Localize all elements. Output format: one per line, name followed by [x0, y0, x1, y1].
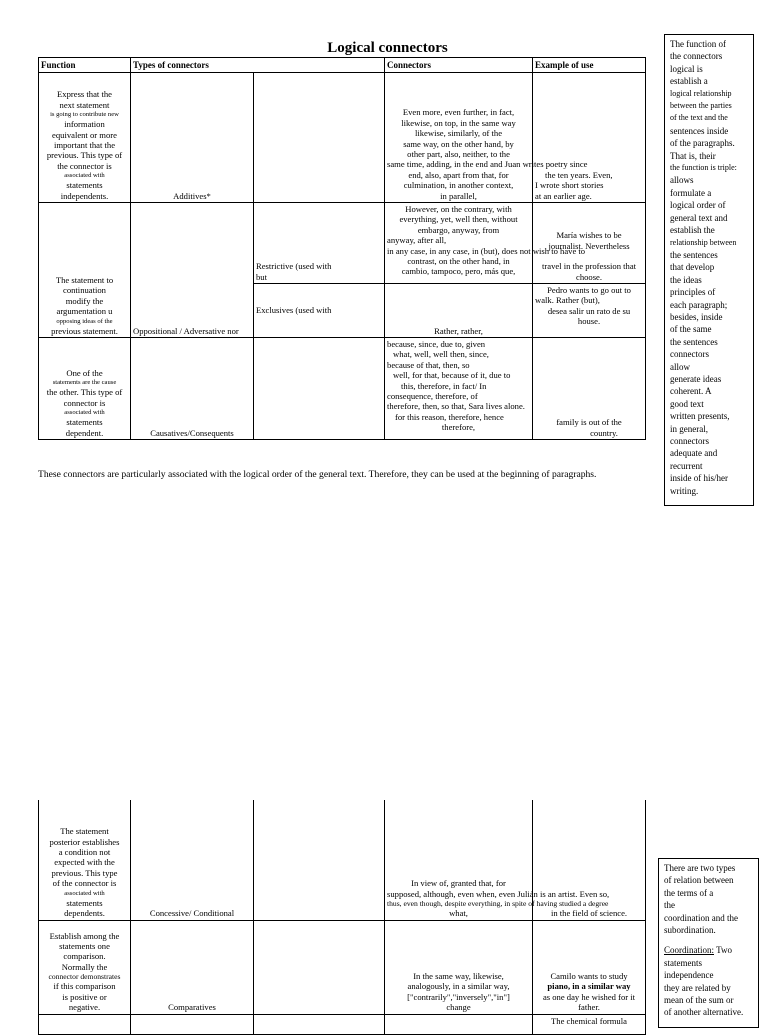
connectors-cell	[385, 1014, 533, 1034]
sidebar-line: formulate a	[670, 187, 712, 198]
header-function: Function	[39, 58, 131, 73]
table-row	[39, 800, 646, 920]
connectors-cell: However, on the contrary, with everything, yet, well then, without embargo, anyway, from anyway, after all, in any case, in any case, in (but), does not wish to have to contrast, on the other hand, in cambio, tampoco, pero, más que,	[385, 203, 533, 284]
sidebar-line: the sentences	[670, 336, 718, 347]
example-cell: The chemical formula	[533, 1014, 646, 1034]
example-cell: Pedro wants to go out to walk. Rather (but), desea salir un rato de su house.	[533, 284, 646, 338]
header-types: Types of connectors	[131, 58, 385, 73]
type-cell: Concessive/ Conditional	[131, 800, 254, 920]
sidebar-line: of the text and the	[670, 113, 728, 123]
sidebar-line: allows	[670, 175, 694, 186]
sidebar-line: the function is triple:	[670, 163, 737, 173]
sidebar-line: written presents,	[670, 411, 730, 422]
sidebar-line: connectors	[670, 349, 709, 360]
sidebar-line: in general,	[670, 423, 708, 434]
example-cell: Camilo wants to study piano, in a similar way as one day he wished for it father.	[533, 920, 646, 1014]
header-example: Example of use	[533, 58, 646, 73]
example-cell: María wishes to be journalist. Nevertheless travel in the profession that choose.	[533, 203, 646, 284]
sidebar-line: the connectors	[670, 51, 723, 62]
function-cell: The statement posterior establishes a condition not expected with the previous. This type of the connector is associated with statements dependents.	[39, 800, 131, 920]
connectors-table-continued	[38, 800, 646, 1035]
page-title: Logical connectors	[327, 40, 448, 56]
table-row	[39, 920, 646, 1014]
sidebar-line: that develop	[670, 262, 715, 273]
function-cell: One of the statements are the cause the other. This type of connector is associated with statements dependent.	[39, 338, 131, 440]
example-cell: the ten years. Even, I wrote short stories at an earlier age.	[533, 73, 646, 203]
sidebar-line: coherent. A	[670, 386, 712, 397]
sidebar-line: the sentences	[670, 249, 718, 260]
sidebar-line: of the paragraphs.	[670, 138, 735, 149]
sidebar-line: general text and	[670, 212, 728, 223]
sidebar-line: recurrent	[670, 460, 703, 471]
type-cell: Additives*	[131, 73, 254, 203]
connectors-cell: Even more, even further, in fact, likewise, on top, in the same way likewise, similarly, of the same way, on the other hand, by other part, also, neither, to the same time, adding, in the end and Juan writes poetry since end, also, apart from that, for culmination, in another context, in parallel,	[385, 73, 533, 203]
subtype-cell	[254, 1014, 385, 1034]
subtype-cell	[254, 73, 385, 203]
type-cell	[131, 1014, 254, 1034]
subtype-cell: Exclusives (used with	[254, 284, 385, 338]
type-cell: Oppositional / Adversative nor	[131, 203, 254, 338]
example-cell: family is out of the country.	[533, 338, 646, 440]
sidebar-line: the ideas	[670, 274, 702, 285]
connectors-cell: In the same way, likewise, analogously, in a similar way, ["contrarily","inversely","in"] change	[385, 920, 533, 1014]
sidebar-line: generate ideas	[670, 373, 722, 384]
sidebar-line: adequate and	[670, 448, 718, 459]
sidebar-line: logical order of	[670, 200, 726, 211]
sidebar-note	[664, 34, 754, 506]
table-row	[39, 73, 646, 203]
subtype-cell	[254, 920, 385, 1014]
table-row	[39, 338, 646, 440]
type-cell: Comparatives	[131, 920, 254, 1014]
function-cell: The statement to continuation modify the argumentation u opposing ideas of the previous statement.	[39, 203, 131, 338]
coordination-label: Coordination:	[664, 945, 714, 956]
subtype-cell	[254, 338, 385, 440]
connectors-cell: In view of, granted that, for supposed, although, even when, even Julián is an artist. Even so, thus, even though, despite everything, in spite of having studied a degree what,	[385, 800, 533, 920]
table-header-row	[39, 58, 646, 73]
table-row	[39, 1014, 646, 1034]
sidebar-line: of the same	[670, 324, 712, 335]
sidebar-line: principles of	[670, 287, 716, 298]
sidebar-line: logical is	[670, 63, 703, 74]
sidebar-line: good text	[670, 398, 704, 409]
sidebar-line: besides, inside	[670, 311, 723, 322]
sidebar-line: inside of his/her	[670, 473, 728, 484]
connectors-cell: Rather, rather,	[385, 284, 533, 338]
sidebar-line: logical relationship	[670, 88, 732, 98]
table-row	[39, 203, 646, 284]
subtype-cell: Restrictive (used with but	[254, 203, 385, 284]
sidebar-line: allow	[670, 361, 690, 372]
function-cell: Establish among the statements one comparison. Normally the connector demonstrates if this comparison is positive or negative.	[39, 920, 131, 1014]
type-cell: Causatives/Consequents	[131, 338, 254, 440]
connectors-table	[38, 57, 646, 440]
sidebar-line: connectors	[670, 436, 709, 446]
sidebar-line: That is, their	[670, 150, 716, 161]
connectors-cell: because, since, due to, given what, well, well then, since, because of that, then, so well, for that, because of it, due to this, therefore, in fact/ In consequence, therefore, of therefore, then, so that, Sara lives alone. for this reason, therefore, hence therefore,	[385, 338, 533, 440]
sidebar-line: establish the	[670, 225, 715, 236]
body-paragraph: These connectors are particularly associated with the logical order of the general text. Therefore, they can be used at the beginning of paragraphs.	[38, 469, 597, 480]
function-cell: Express that the next statement is going to contribute new information equivalent or more important that the previous. This type of the connector is associated with statements independents.	[39, 73, 131, 203]
sidebar-line: establish a	[670, 76, 708, 87]
sidebar-line: sentences inside	[670, 125, 729, 136]
sidebar-line: relationship between	[670, 237, 737, 247]
sidebar-line: each paragraph;	[670, 299, 728, 310]
function-cell	[39, 1014, 131, 1034]
subtype-cell	[254, 800, 385, 920]
sidebar-line: between the parties	[670, 101, 732, 111]
sidebar-line: writing.	[670, 485, 699, 496]
sidebar-line: The function of	[670, 39, 726, 49]
sidebar-note-2: There are two types of relation between the terms of a the coordination and the subordination. Coordination: Two statements independence they are related by mean of the sum or of another alternative.	[658, 858, 759, 1028]
header-connectors: Connectors	[385, 58, 533, 73]
example-cell: in the field of science.	[533, 800, 646, 920]
